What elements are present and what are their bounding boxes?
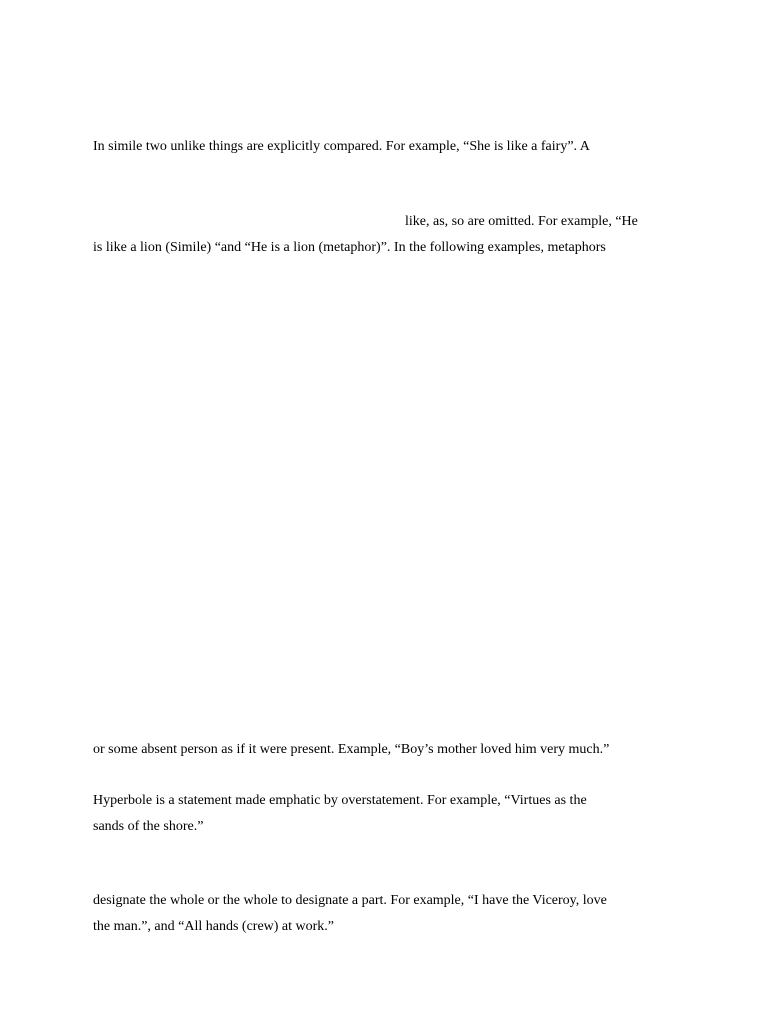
hyperbole-line-2: sands of the shore.”	[93, 819, 204, 834]
metaphor-line-2: is like a lion (Simile) “and “He is a lion (metaphor)”. In the following examples, metaphors	[93, 240, 606, 255]
synecdoche-line-2: the man.”, and “All hands (crew) at work.”	[93, 919, 335, 934]
synecdoche-line-1: designate the whole or the whole to designate a part. For example, “I have the Viceroy, love	[93, 893, 607, 908]
apostrophe-line: or some absent person as if it were present. Example, “Boy’s mother loved him very much.”	[93, 742, 610, 757]
hyperbole-line-1: Hyperbole is a statement made emphatic by overstatement. For example, “Virtues as the	[93, 793, 587, 808]
metaphor-line-1: like, as, so are omitted. For example, “He	[405, 214, 638, 229]
simile-line: In simile two unlike things are explicitly compared. For example, “She is like a fairy”. A	[93, 139, 590, 154]
